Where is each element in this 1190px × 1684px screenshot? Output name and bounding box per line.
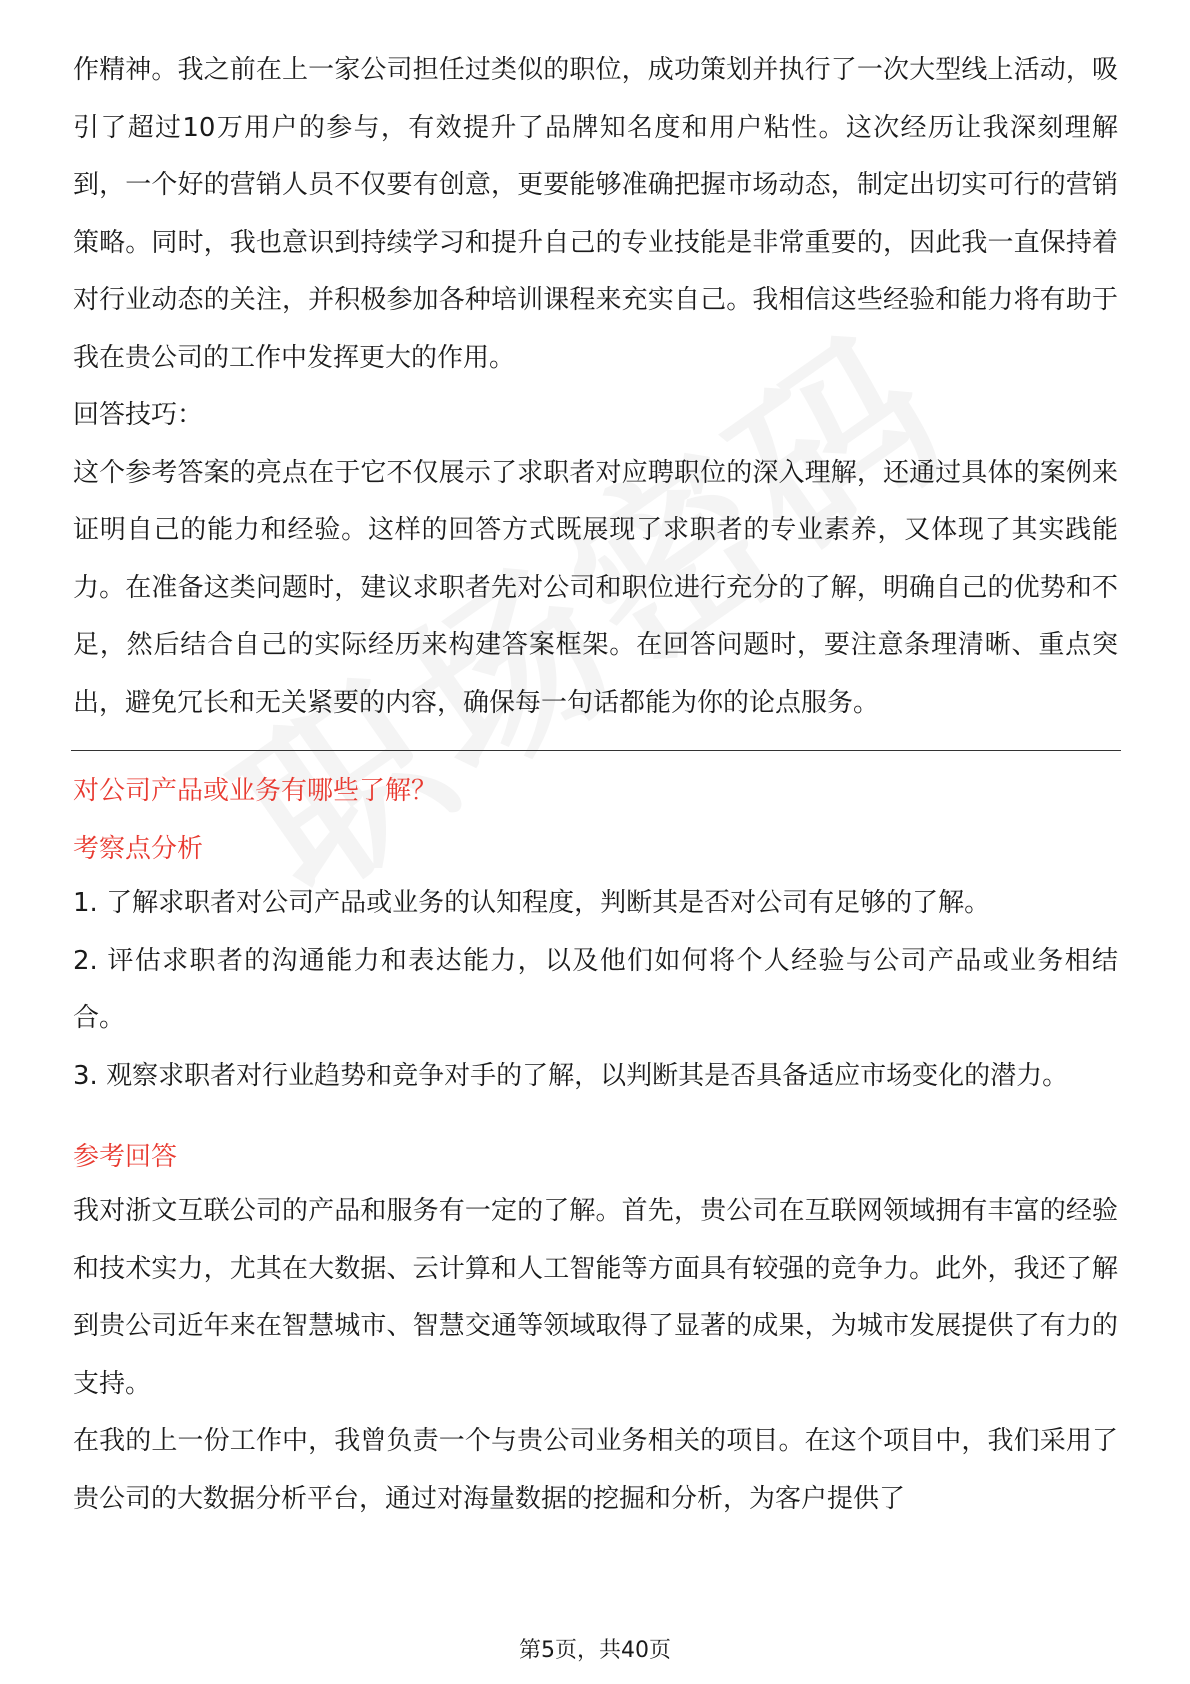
tips-label: 回答技巧： (73, 400, 204, 430)
answer-paragraph: 在我的上一份工作中，我曾负责一个与贵公司业务相关的项目。在这个项目中，我们采用了贵公司的大数据分析平台，通过对海量数据的挖掘和分析，为客户提供了 (73, 1426, 1118, 1514)
continuation-paragraph: 作精神。我之前在上一家公司担任过类似的职位，成功策划并执行了一次大型线上活动，吸引了超过10万用户的参与，有效提升了品牌知名度和用户粘性。这次经历让我深刻理解到，一个好的营销人员不仅要有创意，更要能够准确把握市场动态，制定出切实可行的营销策略。同时，我也意识到持续学习和提升自己的专业技能是非常重要的，因此我一直保持着对行业动态的关注，并积极参加各种培训课程来充实自己。我相信这些经验和能力将有助于我在贵公司的工作中发挥更大的作用。 (73, 55, 1118, 373)
analysis-item: 1. 了解求职者对公司产品或业务的认知程度，判断其是否对公司有足够的了解。 (73, 888, 991, 918)
analysis-title: 考察点分析 (73, 834, 204, 864)
analysis-item: 2. 评估求职者的沟通能力和表达能力，以及他们如何将个人经验与公司产品或业务相结合。 (73, 945, 1118, 1033)
page-content (73, 42, 1118, 1528)
question-title: 对公司产品或业务有哪些了解？ (73, 776, 438, 806)
tips-paragraph: 这个参考答案的亮点在于它不仅展示了求职者对应聘职位的深入理解，还通过具体的案例来证明自己的能力和经验。这样的回答方式既展现了求职者的专业素养，又体现了其实践能力。在准备这类问题时，建议求职者先对公司和职位进行充分的了解，明确自己的优势和不足，然后结合自己的实际经历来构建答案框架。在回答问题时，要注意条理清晰、重点突出，避免冗长和无关紧要的内容，确保每一句话都能为你的论点服务。 (73, 457, 1118, 718)
section-divider (71, 750, 1121, 751)
answer-paragraph: 我对浙文互联公司的产品和服务有一定的了解。首先，贵公司在互联网领域拥有丰富的经验和技术实力，尤其在大数据、云计算和人工智能等方面具有较强的竞争力。此外，我还了解到贵公司近年来在智慧城市、智慧交通等领域取得了显著的成果，为城市发展提供了有力的支持。 (73, 1196, 1118, 1399)
page-number: 第5页，共40页 (519, 1638, 671, 1663)
answer-title: 参考回答 (73, 1142, 178, 1172)
analysis-item: 3. 观察求职者对行业趋势和竞争对手的了解，以判断其是否具备适应市场变化的潜力。 (73, 1060, 1069, 1091)
